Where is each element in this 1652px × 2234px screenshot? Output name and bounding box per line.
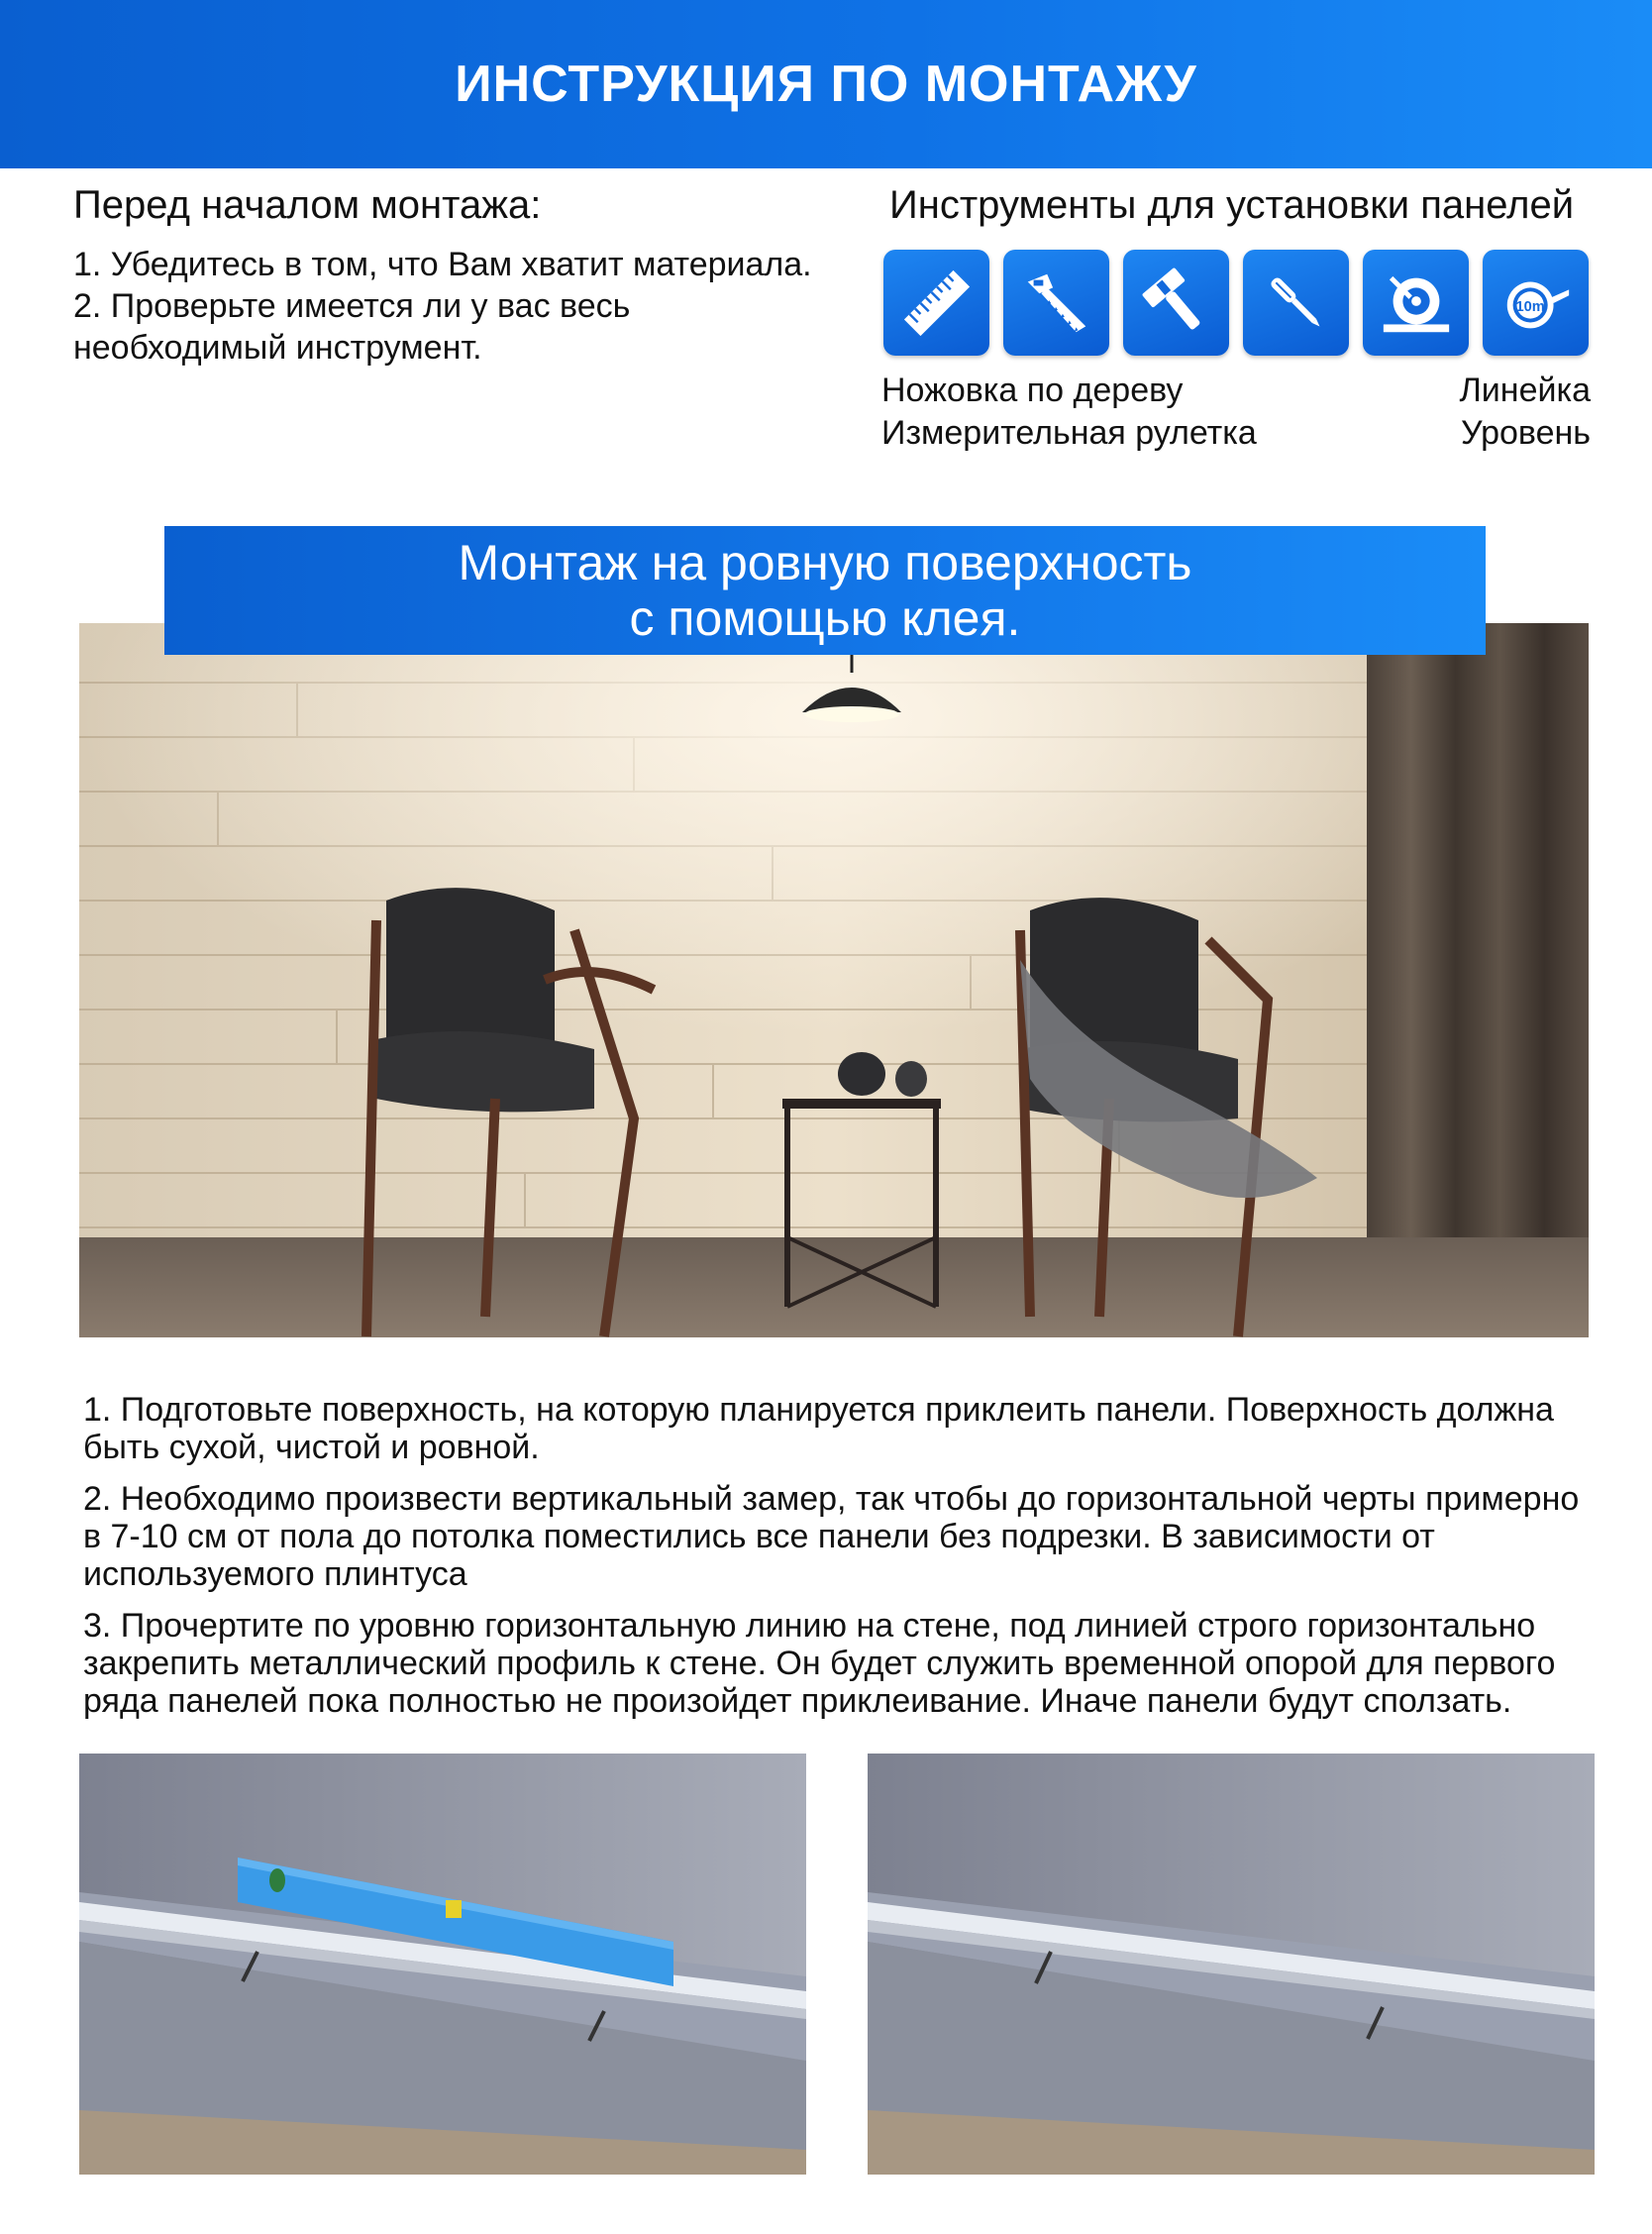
instruction-item: 3. Прочертите по уровню горизонтальную линию на стене, под линией строго горизонтально закрепить металлический профиль к стене. Он будет служить временной опорой для первого ряда панелей пока полностью не произойдет приклеивание. Иначе панели будут сползать. <box>83 1607 1556 1720</box>
mounted-profile-photo <box>868 1754 1595 2175</box>
tools-section <box>881 183 1591 455</box>
instructions-list <box>83 1391 1599 1734</box>
tool-name-tape: Измерительная рулетка <box>881 414 1257 452</box>
banner-line-1: Монтаж на ровную поверхность <box>458 535 1192 590</box>
page-title: ИНСТРУКЦИЯ ПО МОНТАЖУ <box>455 55 1197 113</box>
tool-name-level: Уровень <box>1461 414 1591 452</box>
preparation-step: 1. Убедитесь в том, что Вам хватит материала. <box>73 246 812 283</box>
preparation-step: 2. Проверьте имеется ли у вас весь <box>73 287 631 325</box>
screwdriver-icon <box>1243 250 1349 356</box>
tool-name-saw: Ножовка по дереву <box>881 372 1184 409</box>
tools-title: Инструменты для установки панелей <box>889 183 1575 227</box>
circular-saw-icon <box>1363 250 1469 356</box>
tool-name-ruler: Линейка <box>1459 372 1591 409</box>
instruction-item: 1. Подготовьте поверхность, на которую планируется приклеить панели. Поверхность должна быть сухой, чистой и ровной. <box>83 1391 1554 1466</box>
ruler-icon <box>883 250 989 356</box>
tools-icons <box>883 250 1591 356</box>
banner-line-2: с помощью клея. <box>629 590 1021 646</box>
instruction-item: 2. Необходимо произвести вертикальный замер, так чтобы до горизонтальной черты примерно в 7-10 см от пола до потолка поместились все панели без подрезки. В зависимости от используемого плинтуса <box>83 1480 1580 1593</box>
section-banner <box>164 526 1486 655</box>
preparation-steps <box>73 244 866 369</box>
tape-measure-icon <box>1483 250 1589 356</box>
preparation-section <box>73 183 866 369</box>
preparation-title: Перед началом монтажа: <box>73 183 542 227</box>
interior-photo <box>79 623 1589 1337</box>
profile-with-level-photo <box>79 1754 806 2175</box>
page-header <box>0 0 1652 168</box>
preparation-step: необходимый инструмент. <box>73 329 482 367</box>
hammer-icon <box>1123 250 1229 356</box>
tool-names <box>881 370 1591 455</box>
tape-measure-label: 10m <box>1515 298 1545 315</box>
handsaw-icon <box>1003 250 1109 356</box>
